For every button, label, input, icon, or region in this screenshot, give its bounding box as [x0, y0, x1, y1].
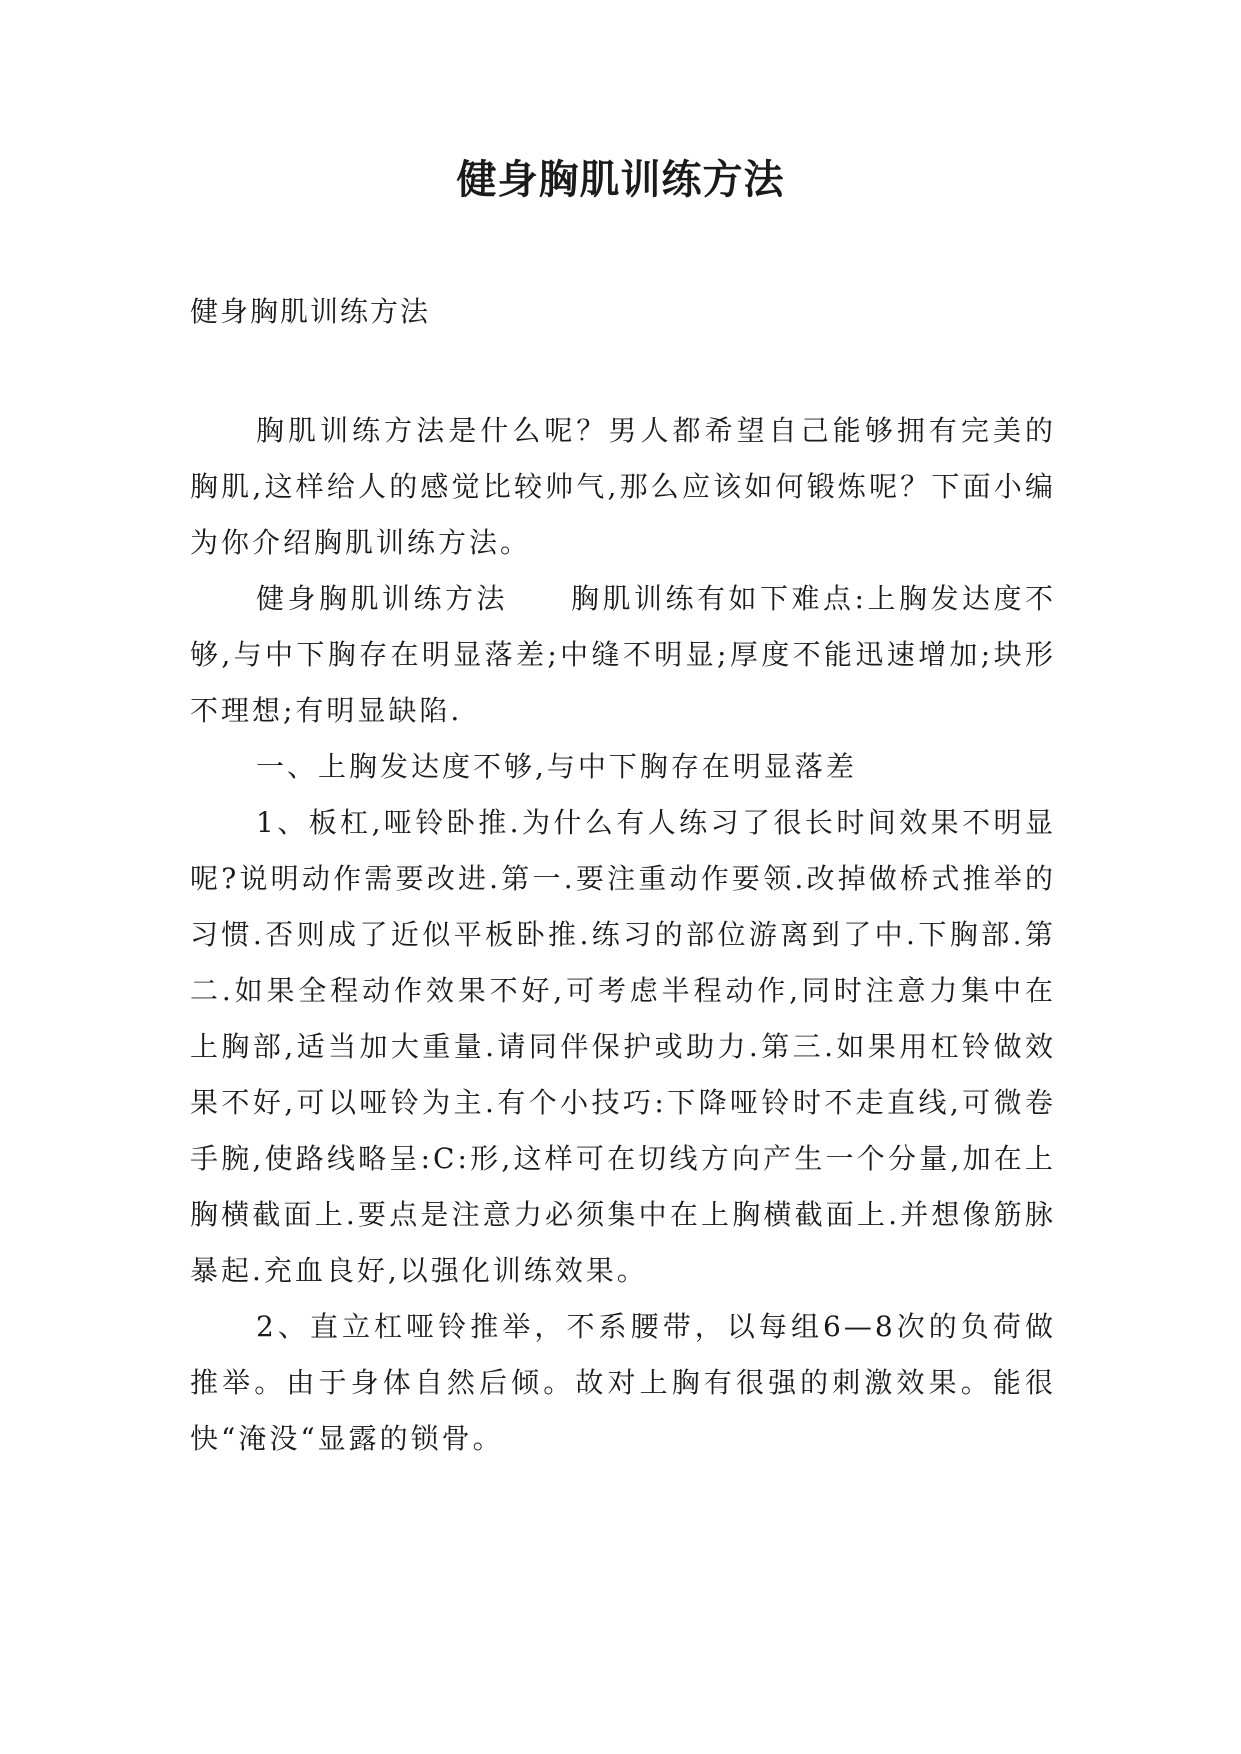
paragraph-standing-press: 2、直立杠哑铃推举，不系腰带，以每组6—8次的负荷做推举。由于身体自然后倾。故对上胸有很强的刺激效果。能很快“淹没“显露的锁骨。	[190, 1310, 1056, 1455]
document-body	[190, 403, 1056, 1467]
paragraph-intro: 胸肌训练方法是什么呢？男人都希望自己能够拥有完美的胸肌,这样给人的感觉比较帅气,那么应该如何锻炼呢？下面小编为你介绍胸肌训练方法。	[190, 414, 1056, 559]
paragraph-bench-press: 1、板杠,哑铃卧推.为什么有人练习了很长时间效果不明显呢?说明动作需要改进.第一.要注重动作要领.改掉做桥式推举的习惯.否则成了近似平板卧推.练习的部位游离到了中.下胸部.第二.如果全程动作效果不好,可考虑半程动作,同时注意力集中在上胸部,适当加大重量.请同伴保护或助力.第三.如果用杠铃做效果不好,可以哑铃为主.有个小技巧:下降哑铃时不走直线,可微卷手腕,使路线略呈:C:形,这样可在切线方向产生一个分量,加在上胸横截面上.要点是注意力必须集中在上胸横截面上.并想像筋脉暴起.充血良好,以强化训练效果。	[190, 806, 1056, 1287]
document-subtitle: 健身胸肌训练方法	[190, 295, 431, 328]
document-title: 健身胸肌训练方法	[456, 157, 785, 203]
paragraph-difficulties: 健身胸肌训练方法 胸肌训练有如下难点:上胸发达度不够,与中下胸存在明显落差;中缝不明显;厚度不能迅速增加;块形不理想;有明显缺陷.	[190, 582, 1056, 727]
section-heading-upper-chest: 一、上胸发达度不够,与中下胸存在明显落差	[256, 750, 857, 783]
